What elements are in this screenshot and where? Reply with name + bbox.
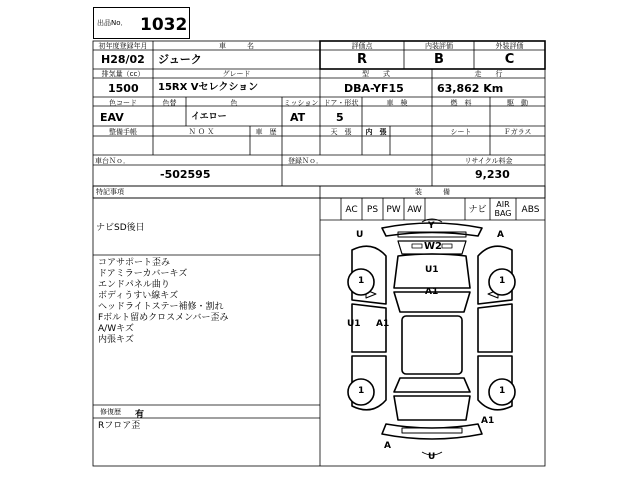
label-ceiling: 天 張 bbox=[330, 128, 352, 136]
label-grade: グレード bbox=[222, 70, 251, 78]
damage-mark-wheel-rear-left: 1 bbox=[358, 386, 365, 396]
label-special-notes: 特記事項 bbox=[96, 188, 124, 196]
label-displacement: 排気量（cc） bbox=[101, 70, 145, 78]
label-history: 車 歴 bbox=[255, 128, 277, 136]
damage-mark-front-bumper: Y bbox=[428, 221, 435, 231]
grade-name: 15RX Vセレクション bbox=[158, 82, 259, 93]
equip-aw: AW bbox=[407, 205, 422, 215]
label-f-glass: Ｆガラス bbox=[503, 128, 532, 136]
note-line: ナビSD後日 bbox=[96, 223, 145, 233]
label-color-code: 色コード bbox=[109, 99, 137, 107]
label-mileage: 走 行 bbox=[474, 70, 503, 78]
car-name: ジューク bbox=[158, 53, 202, 66]
equip-ac: AC bbox=[345, 205, 358, 215]
label-maintenance-record: 整備手帳 bbox=[109, 128, 137, 136]
label-equipment: 装 備 bbox=[415, 188, 450, 196]
lot-number: 1032 bbox=[140, 15, 188, 35]
label-color: 色 bbox=[230, 99, 238, 107]
color-code: EAV bbox=[100, 111, 124, 124]
label-registration-number: 登録Ｎｏ． bbox=[288, 157, 323, 165]
lot-number-label: 出品No． bbox=[97, 19, 128, 27]
label-fuel: 燃 料 bbox=[450, 99, 472, 107]
damage-mark-hood-2: A1 bbox=[425, 287, 439, 297]
note-line: 内張キズ bbox=[98, 335, 134, 345]
transmission: AT bbox=[290, 111, 306, 124]
note-line: A/Wキズ bbox=[98, 324, 134, 334]
mileage: 63,862 Km bbox=[437, 82, 504, 95]
label-recycle-fee: リサイクル料金 bbox=[464, 157, 513, 165]
score-value: R bbox=[356, 52, 367, 67]
displacement: 1500 bbox=[108, 82, 139, 95]
equip-airbag: AIR BAG bbox=[494, 200, 512, 218]
note-line: ヘッドライトステー補修・割れ bbox=[98, 302, 224, 312]
damage-mark-front-left: U bbox=[356, 230, 364, 240]
label-inspection: 車 検 bbox=[386, 99, 408, 107]
label-first-registration: 初年度登録年月 bbox=[98, 42, 148, 50]
damage-mark-rear-bumper: U bbox=[428, 452, 436, 462]
model-code: DBA-YF15 bbox=[344, 82, 404, 95]
repair-note: Rフロア歪 bbox=[98, 421, 141, 431]
exterior-grade: C bbox=[504, 52, 515, 67]
equip-navi: ナビ bbox=[468, 205, 487, 215]
equip-pw: PW bbox=[386, 205, 401, 215]
note-line: コアサポート歪み bbox=[98, 258, 171, 268]
label-doors: ドア・形状 bbox=[323, 99, 359, 107]
label-repair-history: 修復歴 bbox=[100, 408, 121, 416]
label-interior-grade: 内装評価 bbox=[425, 42, 453, 50]
damage-mark-left-door: U1 bbox=[347, 319, 361, 329]
first-registration: H28/02 bbox=[101, 53, 145, 66]
damage-mark-rear-left: A bbox=[384, 441, 391, 451]
damage-mark-hood: U1 bbox=[425, 265, 439, 275]
label-drive: 駆 動 bbox=[507, 99, 528, 107]
label-model: 型 式 bbox=[362, 70, 390, 78]
label-chassis-number: 車台Ｎｏ． bbox=[95, 157, 130, 165]
label-repaint: 色替 bbox=[162, 99, 177, 107]
damage-mark-rear-right: A1 bbox=[481, 416, 495, 426]
note-line: エンドパネル曲り bbox=[98, 280, 170, 290]
note-line: ボディうすい線キズ bbox=[98, 291, 179, 301]
damage-mark-wheel-front-right: 1 bbox=[499, 276, 506, 286]
damage-mark-front-right: A bbox=[497, 230, 504, 240]
damage-mark-wheel-rear-right: 1 bbox=[499, 386, 506, 396]
label-car-name: 車 名 bbox=[219, 42, 254, 50]
note-line: ドアミラーカバーキズ bbox=[98, 269, 188, 279]
label-interior-trim: 内 張 bbox=[365, 128, 387, 136]
label-score: 評価点 bbox=[351, 42, 373, 50]
equip-ps: PS bbox=[366, 205, 379, 215]
chassis-number: -502595 bbox=[160, 168, 211, 181]
label-seat: シート bbox=[450, 128, 472, 136]
equip-abs: ABS bbox=[521, 205, 540, 215]
label-transmission: ミッション bbox=[283, 99, 319, 107]
note-line: Fボルト留めクロスメンバー歪み bbox=[98, 313, 229, 323]
damage-mark-left-door-2: A1 bbox=[376, 319, 390, 329]
door-count: 5 bbox=[336, 111, 344, 124]
color-name: イエロー bbox=[191, 112, 227, 122]
label-exterior-grade: 外装評価 bbox=[495, 42, 524, 50]
recycle-fee: 9,230 bbox=[475, 168, 510, 181]
interior-grade: B bbox=[434, 52, 444, 67]
label-nox: Ｎ Ｏ Ｘ bbox=[188, 128, 215, 136]
repair-history-value: 有 bbox=[135, 410, 145, 420]
damage-mark-wheel-front-left: 1 bbox=[358, 276, 365, 286]
damage-mark-grill: W2 bbox=[424, 241, 442, 252]
